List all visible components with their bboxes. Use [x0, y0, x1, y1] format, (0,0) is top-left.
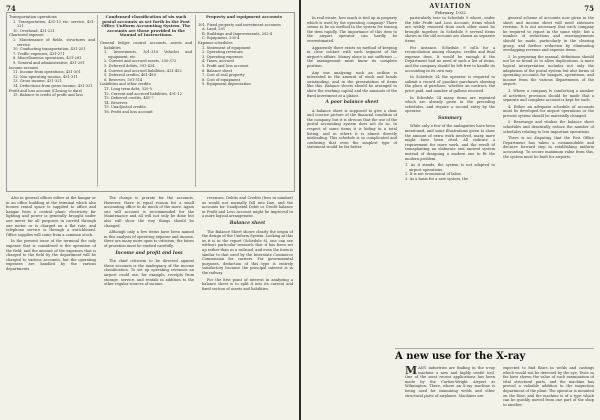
list-item: 2. Current and accrued assets, 330-372 [104, 59, 177, 64]
list-item: 7. Cost of real property [202, 73, 245, 78]
accounts-list-column-3 [198, 15, 290, 187]
list-item: T5. Unadjusted credits [104, 105, 146, 110]
list-item: Profit and loss account (Closing to date) [9, 88, 83, 93]
table-caption: Property and equipment accounts [205, 15, 283, 19]
list-item: 1. Investments, 301-310 Vehicles and equipment, etc. [104, 50, 192, 59]
section-heading: Balance sheet [229, 220, 266, 226]
paragraph: There is no disputing that the Post Office Department has taken a commendable and decisive forward step in establishing uniform accounting. To secure maximum value from this, the system must be built for airports. [503, 136, 594, 159]
body-column-1 [307, 16, 397, 346]
paragraph: In Schedule 24 many items are repeated which are already given in the preceding schedules, and require a second entry by the operator. [405, 95, 495, 114]
list-item: General ledger control accounts, assets and liabilities [100, 40, 192, 50]
list-item: 4. Taxes, accrued [202, 59, 234, 64]
list-item: 1. Statement of equipment [202, 45, 251, 50]
left-page-number: 74 [6, 4, 16, 13]
paragraph: Although only a few items have been named in this analysis of operating expense and income, there are many more open to criticism; the bases of proration must be studied carefully. [104, 230, 194, 248]
left-page [0, 0, 299, 420]
paragraph: 3. Where a company is conducting a number of activities, provision should be made that a separate and complete account is kept for each. [503, 88, 594, 103]
list-item: 3. Deferred debits, 391-424 [104, 63, 155, 68]
issue-date: February, 1932 [435, 10, 466, 15]
paragraph: For instance, Schedule 9 calls for a reconciliation among charges, credits and final expense item. It would be enough if the Department had no need of such a list of items, and the company should be left free to handle its accounting in its own way. [405, 45, 495, 73]
paragraph: The charge is prorate for the accounts. However, there is equal reason for a small accounting office to do much of the more. Again one will account is recommended for the Maintenance and all will not only be done but also will show the way things should be changed. [104, 196, 194, 228]
masthead [301, 3, 600, 15]
article-column-1 [405, 366, 495, 416]
list-item: 15. Balance to credit of profit and loss [13, 93, 83, 98]
list-item: 7. Traffic expenses, 431-271 [13, 51, 65, 56]
paragraph: ANY industries are finding in the x-ray machine a new and highly useful tool. One of the most recent applications has been made by the Curtiss-Wright Airport at Wilmington. There, where an X-ray machine is being used for examining welds and other structural parts of airplanes. Machines are [405, 366, 495, 398]
paragraph: 2. In preparing the manual, definitions should not be so broad as to allow duplications. A more logical interpretation includes not only the adaptation of the postal system but also forms of operating accounts for hangars, operations, and income from the various departments of the airport. [503, 54, 594, 87]
list-item: 3. As a basis for a new system, the [405, 177, 469, 181]
paragraph: The Balance Sheet shows clearly the origin of the design of the Uniform System. Looking at this as it is in the report (Schedule 6), one can see without particular research that it has been set up rather than as a railroad, and even the form is similar to that used by the Interstate Commerce Commission for carriers. For governmental purposes, deduction of this type is entirely satisfactory because the principal interest is in the railway. [202, 229, 293, 275]
body-column-2 [405, 16, 495, 346]
article-title: A new use for the X-ray [395, 351, 526, 362]
list-item: A. Land, 201 [202, 27, 226, 32]
list-item: T3. Deferred credits, 441-7 [104, 96, 154, 101]
accounts-list-column-1 [9, 15, 95, 187]
list-item: T4. Reserves [104, 100, 128, 105]
list-item: 11. Income from operations, 431-301 [13, 70, 81, 75]
paragraph: 4. Either an adequate schedule of accounts must be developed for airport operations or the present system should be materially changed. [503, 104, 594, 118]
list-item: 9. General and administrative, 431-291 [13, 60, 85, 65]
list-item: 2. Maintenance of fields, structures and service [13, 37, 95, 47]
list-item: Transportation operations [9, 15, 57, 19]
column-divider [195, 15, 196, 187]
list-item: 2. Operating revenues [202, 50, 243, 55]
paragraph: revenues, Debits and Credits (fees in number) as would not normally fall into line, and the accounts for Unadjusted Debit or Credit balance in Profit and Loss Account might be improved to a more logical arrangement. [202, 196, 293, 219]
list-item: Chartered expense [9, 33, 44, 38]
list-item: 5. Profit and loss account [202, 63, 249, 68]
body-column-1 [6, 196, 96, 416]
body-column-3 [202, 196, 293, 416]
paragraph: The chief criticism to be directed against these accounts is the inadequacy of the income classification. To set up operating revenues an airport could use, for example, receipts from storage, service, and rentals in addition to the other regular sources of income. [104, 259, 194, 287]
list-item: 10. Overhead, 431-221 [13, 28, 55, 33]
column-divider [97, 15, 98, 187]
list-item: 6. Reserves, 501-514 [104, 77, 143, 82]
list-item: 9. Equipment depreciation [202, 82, 251, 87]
list-item: 4. Current and accrued liabilities, 431-452 [104, 68, 182, 73]
accounts-list-column-2 [100, 15, 192, 187]
list-item: 14. Deductions from gross income, 431-331 [13, 83, 93, 88]
paragraph: In the present issue of the terminal the only expense that is considered is the operation of the field; and the amount of the expenses that is charged to the field by the department will be charged to various accounts, but the operating expenses are handled by the various departments. [6, 239, 96, 271]
section-heading: Summary [438, 115, 462, 121]
paragraph: general scheme of accounts now given in the sheet and income sheet will need extensive revision. It is not necessary that each company be required to report in the same style; but a number of reductions and rearrangements should be made, particularly in the clearing group, and further reduction by eliminating overlapping revenue and expense items. [503, 16, 594, 53]
body-column-2 [104, 196, 194, 416]
paragraph: particularly true in Schedule 9 where, under the title Profit and Loss Account, items which are widely removed from each other must be brought together. In Schedule 9 several items shown in the old account are shown as separate items. [405, 16, 495, 43]
section-heading: Income and profit and loss [115, 250, 183, 256]
list-item: Liabilities and other credits [100, 82, 151, 87]
list-item: B. Buildings and Improvements, 202-4 [202, 31, 273, 36]
list-item: Expense schedules [198, 40, 233, 45]
paragraph: Any one analyzing such an outline is interested in the amount of stock and bonds outstanding, and in the presentation of items like this. Balance sheets should be arranged to show the working capital and the amounts of the fixed investment at a glance. [307, 70, 397, 98]
right-page [301, 0, 600, 420]
paragraph: A balance sheet is supposed to give a clear and concise picture of the financial condition of the company, but it is obvious that the use of the postal accounting system does not do so. In respect of some items it is hiding in a total listing, and in others it is almost directly misleading. This schedule is so complicated and confusing that even the simplest type of statement would be far better. [307, 108, 397, 150]
paragraph: While only a few of the ambiguities have been mentioned, and some illustrations given to show the amount of extra work involved, many more might have been cited. All indicate a requirement for more work, and the result of transplanting an elaborate and ancient system instead of designing a modern one to fit the modern problem. [405, 124, 495, 161]
paragraph: 5. Rearrange and vitalize the balance sheet schedules and drastically reduce the number of schedules relating to less important operations. [503, 120, 594, 134]
article-column-2 [503, 366, 594, 416]
list-item: 8. Cost of equipment [202, 77, 241, 82]
magazine-title: AVIATION [429, 3, 472, 10]
list-item: 8. Miscellaneous operations, 431-281 [13, 56, 82, 61]
paragraph: In Schedule 24 the operator is required to submit a record of gasoline purchases showing the place of purchase, whether on contract, the price paid, and number of gallons received. [405, 75, 495, 93]
right-page-number: 75 [584, 4, 594, 13]
list-item: 10. Conducting transportation, 431-251 [13, 47, 86, 52]
list-item: 1. As it stands, the system is not adapted to airport operations. [405, 163, 495, 172]
list-item: Income account [9, 65, 38, 70]
table-caption: Condensed classification of six such postal accounts as set forth in the Post Office Uniform Accounting System. The accounts are those provided in the Manual of Instructions. [101, 15, 191, 38]
list-item: T2. Current and accrued liabilities, 431-12 [104, 91, 182, 96]
list-item: T1. Long term debt, 320-5 [104, 86, 152, 91]
list-item: 12. Non-operating income, 431-311 [13, 74, 78, 79]
paragraph: In real estate, how much is tied up in property which is used by the operating company? There seems to be no method in the system for tracing the item rapidly. The importance of this item to the airport operator can hardly be overestimated. [307, 16, 397, 43]
list-item: T6. Profit and loss account [104, 109, 153, 114]
drop-cap: M [405, 366, 418, 377]
paragraph: Also in general offices either at the hangar or in an office building at the terminal which also houses rental space is supplied to office and hangar from a central plant; electricity for lighting and power is generally brought under one meter for all purposes in carried through one meter or is charged on a flat rate, and telephone service is through a switchboard. Office supplies will come from a common stock. [6, 196, 96, 237]
body-column-3 [503, 16, 594, 346]
list-item: C. Equipment, 205-4 [202, 36, 240, 41]
list-item: 2. It is not economical of labor. [405, 172, 462, 177]
list-item: 6. Balance sheet [202, 68, 233, 73]
paragraph: expected to find flaws in welds and castings which would not be detected by the eye. Tests so far have shown the value of such examination of vital structural parts, and the machine has proved a valuable addition to the inspection department of the plant. The operator is mounted on the floor, and the machine is of a type which can be quickly moved from one part of the shop to another. [503, 366, 594, 407]
list-item: 101. Fixed property and investment accounts [198, 22, 281, 27]
list-item: 3. Operating expenses [202, 54, 243, 59]
article-divider [395, 348, 594, 349]
section-heading: A poor balance sheet [325, 100, 379, 106]
list-item: 1. Transportation, 431-13 etc. service, 431-221 [13, 19, 95, 29]
list-item: 5. Deferred credits, 461-489 [104, 73, 156, 78]
paragraph: Apparently there exists no method of keeping in close contact with each segment of the airport's affairs. Money alone is not sufficient — the management must know its complete position. [307, 45, 397, 68]
list-item: 13. Gross income, 431-321 [13, 79, 62, 84]
paragraph: For the first point of interest in analyzing a balance sheet is to split it into its current and fixed section of assets and liabilities. [202, 277, 293, 291]
